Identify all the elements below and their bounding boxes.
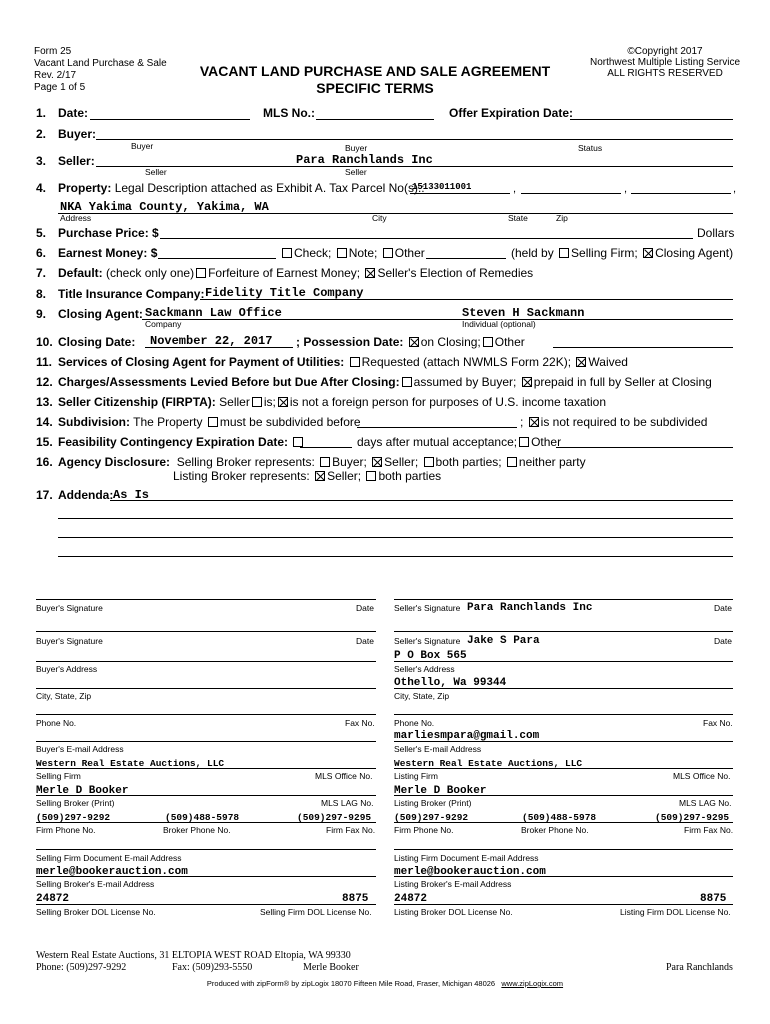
agency-label: Agency Disclosure:	[58, 455, 171, 469]
term-number: 12.	[36, 375, 53, 389]
date-caption: Date	[356, 636, 374, 646]
feasibility-checkbox[interactable]	[293, 437, 303, 447]
assumed-label: assumed by Buyer;	[413, 375, 517, 389]
date-caption: Date	[356, 603, 374, 613]
addenda-line-4[interactable]	[58, 556, 733, 557]
is-checkbox[interactable]	[252, 397, 262, 407]
term-number: 1.	[36, 106, 47, 120]
title-line-1: VACANT LAND PURCHASE AND SALE AGREEMENT	[199, 63, 551, 79]
parcel-field-2[interactable]	[521, 193, 621, 194]
address-caption: Address	[60, 213, 92, 223]
term-number: 8.	[36, 287, 47, 301]
waived-checkbox[interactable]	[576, 357, 586, 367]
feasibility-other-field[interactable]	[556, 447, 733, 448]
is-not-label: is not a foreign person for purposes of U.S. income taxation	[289, 395, 606, 409]
parcel-field-3[interactable]	[631, 193, 731, 194]
selling-dol-line[interactable]	[36, 904, 376, 905]
city-caption: City	[372, 213, 387, 223]
term-13-row	[36, 395, 606, 409]
selling-firm-caption: Selling Firm	[36, 771, 81, 781]
seller-word: Seller	[219, 395, 250, 409]
title-company-label: Title Insurance Company:	[58, 287, 205, 301]
seller-signature-line-1[interactable]	[394, 599, 733, 600]
seller-address-caption: Seller's Address	[394, 664, 455, 674]
form-name: Vacant Land Purchase & Sale	[34, 58, 167, 69]
firpta-label: Seller Citizenship (FIRPTA):	[58, 395, 216, 409]
seller-value[interactable]: Para Ranchlands Inc	[296, 153, 433, 167]
services-label: Services of Closing Agent for Payment of Utilities:	[58, 355, 345, 369]
selling-broker-email-value[interactable]: merle@bookerauction.com	[36, 866, 188, 878]
property-text: Legal Description attached as Exhibit A. Tax Parcel No(s).:	[114, 181, 425, 195]
agency-buyer-label: Buyer;	[332, 455, 367, 469]
listing-firm-dol-value[interactable]: 8875	[700, 893, 727, 905]
date-label: Date:	[58, 106, 89, 120]
selling-doc-email-line[interactable]	[36, 849, 376, 850]
mls-field[interactable]	[316, 119, 434, 120]
seller-caption: Seller	[345, 167, 367, 177]
address-field[interactable]	[58, 213, 733, 214]
requested-checkbox[interactable]	[350, 357, 360, 367]
forfeiture-checkbox[interactable]	[196, 268, 206, 278]
selling-doc-email-caption: Selling Firm Document E-mail Address	[36, 853, 182, 863]
copyright-line-3: ALL RIGHTS RESERVED	[607, 68, 723, 79]
other-checkbox[interactable]	[383, 248, 393, 258]
agency-both-checkbox[interactable]	[424, 457, 434, 467]
selling-dol-caption: Selling Broker DOL License No.	[36, 907, 156, 917]
status-caption: Status	[578, 143, 603, 153]
selling-dol-value[interactable]: 24872	[36, 893, 70, 905]
buyer-email-caption: Buyer's E-mail Address	[36, 744, 124, 754]
listing-broker-phone-value[interactable]: (509)488-5978	[522, 812, 597, 823]
requested-label: Requested (attach NWMLS Form 22K);	[361, 355, 572, 369]
selling-broker-email-caption: Selling Broker's E-mail Address	[36, 879, 155, 889]
not-required-option: ; is not required to be subdivided	[520, 415, 708, 429]
is-not-checkbox[interactable]	[278, 397, 288, 407]
on-closing-checkbox[interactable]	[409, 337, 419, 347]
listing-broker-line[interactable]	[394, 795, 733, 796]
mls-lag-caption: MLS LAG No.	[679, 798, 732, 808]
note-label: Note;	[348, 246, 378, 260]
buyer-signature-line-2[interactable]	[36, 631, 376, 632]
price-field[interactable]	[160, 238, 693, 239]
listing-dol-caption: Listing Broker DOL License No.	[394, 907, 513, 917]
term-number: 13.	[36, 395, 53, 409]
term-number: 14.	[36, 415, 53, 429]
seller-signature-line-2[interactable]	[394, 631, 733, 632]
seller-email-line[interactable]	[394, 741, 733, 742]
listing-firm-phone-value[interactable]: (509)297-9292	[394, 812, 469, 823]
feasibility-label: Feasibility Contingency Expiration Date:	[58, 435, 289, 449]
term-number: 9.	[36, 307, 47, 321]
agency-neither-checkbox[interactable]	[507, 457, 517, 467]
closing-agent-field[interactable]	[142, 319, 733, 320]
not-required-checkbox[interactable]	[529, 417, 539, 427]
charges-label: Charges/Assessments Levied Before but Due After Closing:	[58, 375, 400, 389]
term-number: 7.	[36, 266, 47, 280]
addenda-line-3[interactable]	[58, 537, 733, 538]
selling-broker-line[interactable]	[36, 795, 376, 796]
feasibility-other-checkbox[interactable]	[519, 437, 529, 447]
listing-firm-value[interactable]: Western Real Estate Auctions, LLC	[394, 758, 583, 769]
agency-seller-label: Seller;	[384, 455, 419, 469]
term-number: 11.	[36, 355, 53, 369]
seller-label: Seller:	[58, 154, 95, 168]
is-label: is;	[263, 395, 276, 409]
mls-label: MLS No.:	[263, 106, 315, 120]
address-value[interactable]: NKA Yakima County, Yakima, WA	[60, 200, 269, 214]
waived-label: Waived	[588, 355, 628, 369]
seller-signature-value[interactable]: Para Ranchlands Inc	[467, 602, 593, 614]
form-info	[34, 46, 167, 94]
listing-both-checkbox[interactable]	[366, 471, 376, 481]
seller-address-value[interactable]: P O Box 565	[394, 650, 467, 662]
property-must-text: The Property	[133, 415, 203, 429]
seller-phone-caption: Phone No.	[394, 718, 435, 728]
term-16-row	[36, 455, 586, 469]
feasibility-other-label: Other	[531, 435, 562, 449]
buyer-label: Buyer:	[58, 127, 97, 141]
selling-rep-label: Selling Broker represents:	[176, 455, 315, 469]
term-number: 3.	[36, 154, 47, 168]
term-14-row	[36, 415, 361, 429]
term-5-row	[36, 226, 159, 240]
date-caption: Date	[714, 636, 732, 646]
possession-label: ; Possession Date:	[296, 335, 404, 349]
other-field[interactable]	[426, 258, 506, 259]
closing-date-field[interactable]	[145, 347, 293, 348]
seller-caption: Seller	[145, 167, 167, 177]
footer-company-address: Western Real Estate Auctions, 31 ELTOPIA WEST ROAD Eltopia, WA 99330	[36, 950, 351, 961]
possession-options	[296, 335, 525, 349]
selling-firm-line[interactable]	[36, 768, 376, 769]
check-label: Check;	[294, 246, 332, 260]
listing-firm-line[interactable]	[394, 768, 733, 769]
term-3-row	[36, 154, 95, 168]
title-company-value[interactable]: Fidelity Title Company	[205, 286, 364, 300]
listing-phones-line[interactable]	[394, 822, 733, 823]
seller-signature-caption: Seller's Signature	[394, 636, 461, 646]
selling-broker-caption: Selling Broker (Print)	[36, 798, 115, 808]
page-number: Page 1 of 5	[34, 82, 86, 93]
mls-office-caption: MLS Office No.	[673, 771, 731, 781]
addenda-line-1[interactable]	[110, 500, 733, 501]
listing-rep-label: Listing Broker represents:	[173, 469, 310, 483]
closing-date-label: Closing Date:	[58, 335, 136, 349]
copyright-line-2: Northwest Multiple Listing Service	[589, 57, 741, 68]
form-rev: Rev. 2/17	[34, 70, 77, 81]
term-10-row	[36, 335, 135, 349]
term-number: 16.	[36, 455, 53, 469]
default-text: (check only one)	[106, 266, 195, 280]
feasibility-options	[357, 435, 561, 449]
buyer-address-line[interactable]	[36, 661, 376, 662]
term-number: 2.	[36, 127, 47, 141]
listing-broker-value[interactable]: Merle D Booker	[394, 785, 487, 797]
price-label: Purchase Price: $	[58, 226, 159, 240]
property-label: Property:	[58, 181, 112, 195]
date-caption: Date	[714, 603, 732, 613]
seller-fax-caption: Fax No.	[703, 718, 733, 728]
agency-both-label: both parties;	[435, 455, 502, 469]
term-number: 10.	[36, 335, 53, 349]
selling-firm-dol-caption: Selling Firm DOL License No.	[260, 907, 372, 917]
held-by-options	[511, 246, 733, 260]
term-number: 6.	[36, 246, 47, 260]
mls-lag-caption: MLS LAG No.	[321, 798, 374, 808]
seller-city-line[interactable]	[394, 688, 733, 689]
offer-expiration-label: Offer Expiration Date:	[449, 106, 574, 120]
days-after-label: days after mutual acceptance;	[357, 435, 518, 449]
selling-firm-dol-value[interactable]: 8875	[342, 893, 369, 905]
earnest-label: Earnest Money: $	[58, 246, 158, 260]
feasibility-days-field[interactable]	[300, 447, 352, 448]
agency-neither-label: neither party	[518, 455, 586, 469]
copyright	[565, 46, 765, 79]
held-by-label: (held by	[511, 246, 554, 260]
default-label: Default:	[58, 266, 103, 280]
listing-doc-email-line[interactable]	[394, 849, 733, 850]
footer-agent-name: Merle Booker	[303, 962, 359, 973]
selling-firm-checkbox[interactable]	[559, 248, 569, 258]
forfeiture-label: Forfeiture of Earnest Money;	[208, 266, 361, 280]
must-subdivide-label: must be subdivided before	[219, 415, 361, 429]
other-label: Other	[394, 246, 425, 260]
buyer-city-line[interactable]	[36, 688, 376, 689]
seller-phone-line[interactable]	[394, 714, 733, 715]
seller-email-caption: Seller's E-mail Address	[394, 744, 482, 754]
closing-agent-checkbox[interactable]	[643, 248, 653, 258]
title-company-field[interactable]	[200, 299, 733, 300]
subdivide-date-field[interactable]	[357, 427, 517, 428]
term-4-row	[36, 181, 425, 195]
ziplogix-link[interactable]: www.zipLogix.com	[501, 979, 564, 988]
seller-city-value[interactable]: Othello, Wa 99344	[394, 677, 507, 689]
addenda-value[interactable]: As Is	[113, 488, 150, 502]
date-field[interactable]	[90, 119, 250, 120]
seller-address-line[interactable]	[394, 661, 733, 662]
listing-firm-phone-caption: Firm Phone No.	[394, 825, 454, 835]
possession-other-label: Other	[494, 335, 525, 349]
term-17-row	[36, 488, 113, 502]
buyer-caption: Buyer	[131, 141, 154, 151]
subdivision-label: Subdivision:	[58, 415, 130, 429]
footer-phone: Phone: (509)297-9292	[36, 962, 127, 973]
assumed-checkbox[interactable]	[402, 377, 412, 387]
term-6-row	[36, 246, 157, 260]
election-checkbox[interactable]	[365, 268, 375, 278]
buyer-field[interactable]	[96, 139, 733, 140]
term-1-row	[36, 106, 88, 120]
listing-dol-value[interactable]: 24872	[394, 893, 428, 905]
listing-broker-email-caption: Listing Broker's E-mail Address	[394, 879, 512, 889]
listing-broker-phone-caption: Broker Phone No.	[521, 825, 589, 835]
agency-buyer-checkbox[interactable]	[320, 457, 330, 467]
seller-field[interactable]	[96, 166, 733, 167]
buyer-signature-caption: Buyer's Signature	[36, 636, 103, 646]
term-2-row	[36, 127, 96, 141]
firm-phone-value[interactable]: (509)297-9292	[36, 812, 111, 823]
firm-phone-caption: Firm Phone No.	[36, 825, 96, 835]
parcel-value[interactable]: 15133011001	[412, 182, 472, 192]
agency-seller-checkbox[interactable]	[372, 457, 382, 467]
closing-agent-label: Closing Agent:	[58, 307, 143, 321]
broker-phone-value[interactable]: (509)488-5978	[165, 812, 240, 823]
firm-fax-value[interactable]: (509)297-9295	[297, 812, 372, 823]
title-line-2: SPECIFIC TERMS	[316, 80, 434, 96]
selling-firm-value[interactable]: Western Real Estate Auctions, LLC	[36, 758, 225, 769]
listing-firm-fax-caption: Firm Fax No.	[684, 825, 734, 835]
closing-agent-label: Closing Agent)	[655, 246, 734, 260]
prepaid-checkbox[interactable]	[522, 377, 532, 387]
dollars-label: Dollars	[697, 226, 735, 240]
listing-dol-line[interactable]	[394, 904, 733, 905]
selling-broker-value[interactable]: Merle D Booker	[36, 785, 129, 797]
term-number: 4.	[36, 181, 47, 195]
closing-date-value[interactable]: November 22, 2017	[150, 334, 273, 348]
closing-company-value[interactable]: Sackmann Law Office	[145, 306, 282, 320]
term-11-row	[36, 355, 628, 369]
individual-caption: Individual (optional)	[462, 319, 536, 329]
copyright-line-1: ©Copyright 2017	[627, 46, 703, 57]
earnest-options	[280, 246, 425, 260]
form-number: Form 25	[34, 46, 72, 57]
must-subdivide-checkbox[interactable]	[208, 417, 218, 427]
seller-email-value[interactable]: marliesmpara@gmail.com	[394, 730, 540, 742]
on-closing-label: on Closing;	[420, 335, 481, 349]
buyer-city-caption: City, State, Zip	[36, 691, 92, 701]
buyer-email-line[interactable]	[36, 741, 376, 742]
seller-signature-value[interactable]: Jake S Para	[467, 635, 540, 647]
seller-signature-caption: Seller's Signature	[394, 603, 461, 613]
possession-other-checkbox[interactable]	[483, 337, 493, 347]
term-12-row	[36, 375, 712, 389]
listing-broker-email-value[interactable]: merle@bookerauction.com	[394, 866, 546, 878]
produced-text: Produced with zipForm® by zipLogix 18070 Fifteen Mile Road, Fraser, Michigan 48026	[206, 979, 496, 988]
state-caption: State	[508, 213, 528, 223]
listing-broker-email-line[interactable]	[394, 876, 733, 877]
footer-fax: Fax: (509)293-5550	[172, 962, 253, 973]
term-9-row	[36, 307, 143, 321]
buyer-signature-caption: Buyer's Signature	[36, 603, 103, 613]
seller-city-caption: City, State, Zip	[394, 691, 450, 701]
firm-fax-caption: Firm Fax No.	[326, 825, 376, 835]
company-caption: Company	[145, 319, 182, 329]
closing-individual-value[interactable]: Steven H Sackmann	[462, 306, 585, 320]
term-number: 15.	[36, 435, 53, 449]
listing-doc-email-caption: Listing Firm Document E-mail Address	[394, 853, 539, 863]
listing-broker-caption: Listing Broker (Print)	[394, 798, 472, 808]
listing-both-label: both parties	[378, 469, 442, 483]
footer-file-name: Para Ranchlands	[666, 962, 733, 973]
parcel-field-1[interactable]	[410, 193, 510, 194]
mls-office-caption: MLS Office No.	[315, 771, 373, 781]
selling-phones-line[interactable]	[36, 822, 376, 823]
check-checkbox[interactable]	[282, 248, 292, 258]
addenda-label: Addenda:	[58, 488, 114, 502]
buyer-caption: Buyer	[345, 143, 368, 153]
listing-firm-caption: Listing Firm	[394, 771, 438, 781]
buyer-signature-line-1[interactable]	[36, 599, 376, 600]
offer-expiration-field[interactable]	[570, 119, 733, 120]
listing-firm-fax-value[interactable]: (509)297-9295	[655, 812, 730, 823]
broker-phone-caption: Broker Phone No.	[163, 825, 231, 835]
listing-seller-label: Seller;	[327, 469, 362, 483]
selling-firm-label: Selling Firm;	[571, 246, 638, 260]
term-number: 17.	[36, 488, 53, 502]
buyer-phone-line[interactable]	[36, 714, 376, 715]
buyer-fax-caption: Fax No.	[345, 718, 375, 728]
listing-rep-row	[173, 469, 441, 483]
term-number: 5.	[36, 226, 47, 240]
buyer-address-caption: Buyer's Address	[36, 664, 98, 674]
buyer-phone-caption: Phone No.	[36, 718, 77, 728]
addenda-line-2[interactable]	[58, 518, 733, 519]
possession-other-field[interactable]	[553, 347, 733, 348]
page-title	[175, 63, 575, 97]
election-label: Seller's Election of Remedies	[377, 266, 534, 280]
listing-seller-checkbox[interactable]	[315, 471, 325, 481]
note-checkbox[interactable]	[337, 248, 347, 258]
listing-firm-dol-caption: Listing Firm DOL License No.	[620, 907, 731, 917]
term-8-row	[36, 287, 204, 301]
footer-produced	[0, 979, 770, 988]
selling-broker-email-line[interactable]	[36, 876, 376, 877]
term-7-row	[36, 266, 533, 280]
earnest-field[interactable]	[158, 258, 276, 259]
zip-caption: Zip	[556, 213, 568, 223]
term-15-row	[36, 435, 305, 449]
prepaid-label: prepaid in full by Seller at Closing	[533, 375, 712, 389]
not-required-label: is not required to be subdivided	[540, 415, 708, 429]
